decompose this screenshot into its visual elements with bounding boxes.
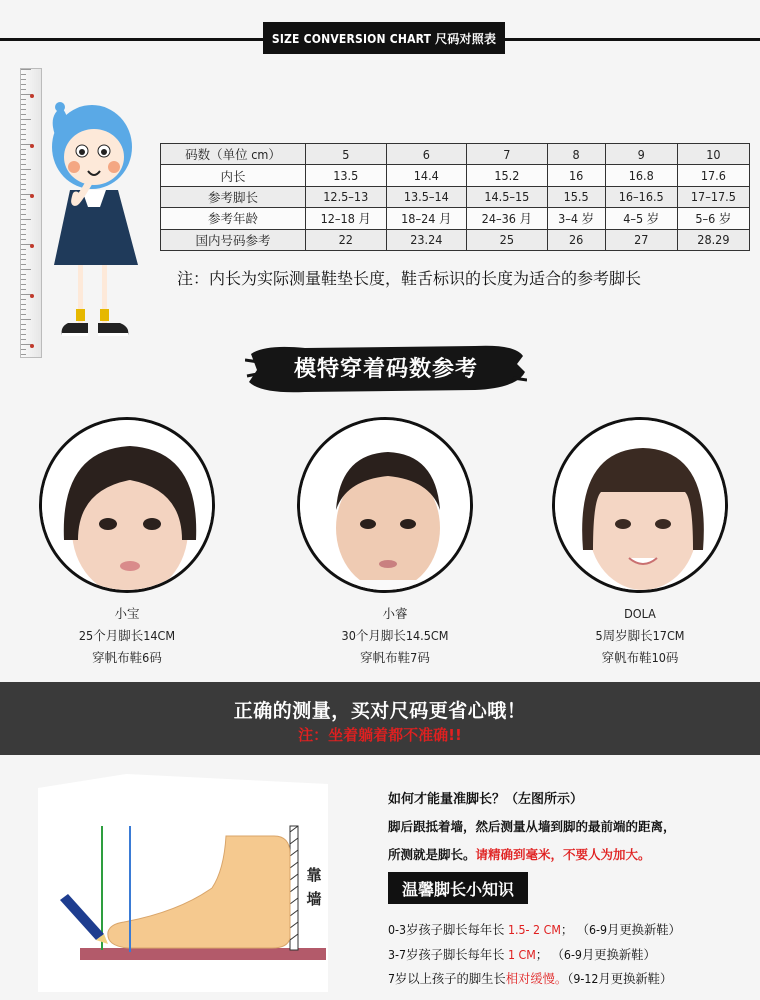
tape-tick xyxy=(21,239,26,240)
tape-tick xyxy=(21,109,26,110)
tape-marker xyxy=(30,194,34,198)
tape-tick xyxy=(21,219,31,220)
tape-tick xyxy=(21,84,26,85)
wall-hatch xyxy=(290,826,298,950)
tape-tick xyxy=(21,309,26,310)
kid-illustration xyxy=(40,95,150,355)
model-caption-xiaorui xyxy=(285,603,505,669)
tape-tick xyxy=(21,199,26,200)
tape-tick xyxy=(21,354,26,355)
tip-highlight: 1.5- 2 CM xyxy=(507,923,561,937)
tape-marker xyxy=(30,294,34,298)
tip-suffix: ； （6-9月更换新鞋） xyxy=(560,923,681,937)
table-cell: 16.8 xyxy=(605,165,677,186)
measuring-tape-illustration xyxy=(20,68,42,358)
table-cell: 24–36 月 xyxy=(467,208,548,229)
tape-tick xyxy=(21,179,26,180)
tape-tick xyxy=(21,279,26,280)
tape-tick xyxy=(21,159,26,160)
tip-highlight: 1 CM xyxy=(507,948,536,962)
tape-tick xyxy=(21,214,26,215)
tape-tick xyxy=(21,269,31,270)
tape-tick xyxy=(21,234,26,235)
tape-tick xyxy=(21,189,26,190)
row-label: 参考年龄 xyxy=(161,208,306,229)
model-shoe-size: 穿帆布鞋7码 xyxy=(360,650,430,665)
tape-tick xyxy=(21,314,26,315)
table-cell: 18–24 月 xyxy=(386,208,467,229)
tape-marker xyxy=(30,344,34,348)
model-detail: 25个月脚长14CM xyxy=(78,628,176,643)
model-name: DOLA xyxy=(624,606,656,621)
tape-tick xyxy=(21,304,26,305)
tip-prefix: 0-3岁孩子脚长每年长 xyxy=(388,923,508,937)
model-portrait-xiaobao xyxy=(39,417,215,593)
table-cell: 9 xyxy=(605,144,677,165)
table-cell: 10 xyxy=(677,144,749,165)
howto-line-1: 脚后跟抵着墙，然后测量从墙到脚的最前端的距离， xyxy=(388,819,676,834)
model-detail: 30个月脚长14.5CM xyxy=(341,628,449,643)
tips-title: 温馨脚长小知识 xyxy=(388,872,528,904)
wall-label-2: 墙 xyxy=(306,890,322,908)
tape-tick xyxy=(21,124,26,125)
table-cell: 17.6 xyxy=(677,165,749,186)
howto-line-2 xyxy=(388,845,651,863)
model-caption-xiaobao xyxy=(17,603,237,669)
measurement-note: 注：内长为实际测量鞋垫长度，鞋舌标识的长度为适合的参考脚长 xyxy=(177,269,642,288)
table-cell: 5–6 岁 xyxy=(677,208,749,229)
model-shoe-size: 穿帆布鞋6码 xyxy=(92,650,162,665)
tape-tick xyxy=(21,299,26,300)
tape-tick xyxy=(21,79,26,80)
tape-tick xyxy=(21,169,31,170)
tape-tick xyxy=(21,104,26,105)
measurement-band-title: 正确的测量，买对尺码更省心哦！ xyxy=(233,700,527,722)
table-cell: 28.29 xyxy=(677,229,749,250)
tape-tick xyxy=(21,99,26,100)
row-label: 国内号码参考 xyxy=(161,229,306,250)
table-cell: 13.5–14 xyxy=(386,186,467,207)
tape-tick xyxy=(21,329,26,330)
model-detail: 5周岁脚长17CM xyxy=(595,628,685,643)
size-conversion-table xyxy=(160,143,750,251)
table-row xyxy=(161,208,750,229)
tape-tick xyxy=(21,119,31,120)
tape-tick xyxy=(21,209,26,210)
model-caption-dola xyxy=(530,603,750,669)
tape-tick xyxy=(21,259,26,260)
tip-item xyxy=(388,945,656,963)
table-row xyxy=(161,186,750,207)
chart-title: SIZE CONVERSION CHART 尺码对照表 xyxy=(263,22,505,54)
tip-item xyxy=(388,920,681,938)
tape-tick xyxy=(21,114,26,115)
howto-precision-note: 请精确到毫米，不要人为加大。 xyxy=(475,847,651,862)
table-row xyxy=(161,144,750,165)
table-cell: 22 xyxy=(306,229,387,250)
tape-marker xyxy=(30,144,34,148)
foot-measurement-diagram xyxy=(28,770,338,992)
table-cell: 15.5 xyxy=(547,186,605,207)
tape-tick xyxy=(21,134,26,135)
model-reference-title: 模特穿着码数参考 xyxy=(293,357,478,382)
table-cell: 27 xyxy=(605,229,677,250)
table-cell: 12–18 月 xyxy=(306,208,387,229)
tip-prefix: 7岁以上孩子的脚生长 xyxy=(388,972,506,986)
tape-tick xyxy=(21,229,26,230)
howto-question: 如何才能量准脚长？（左图所示） xyxy=(388,792,584,807)
tape-marker xyxy=(30,94,34,98)
tape-tick xyxy=(21,204,26,205)
model-name: 小宝 xyxy=(114,606,140,621)
tape-tick xyxy=(21,224,26,225)
tape-tick xyxy=(21,319,31,320)
table-cell: 14.4 xyxy=(386,165,467,186)
tape-tick xyxy=(21,154,26,155)
tape-tick xyxy=(21,254,26,255)
tape-tick xyxy=(21,89,26,90)
tape-tick xyxy=(21,129,26,130)
tip-item xyxy=(388,969,672,987)
tape-tick xyxy=(21,249,26,250)
table-cell: 8 xyxy=(547,144,605,165)
row-label: 码数（单位 cm） xyxy=(161,144,306,165)
table-cell: 23.24 xyxy=(386,229,467,250)
tip-suffix: ； （6-9月更换新鞋） xyxy=(535,948,656,962)
tape-tick xyxy=(21,139,26,140)
row-label: 参考脚长 xyxy=(161,186,306,207)
table-cell: 17–17.5 xyxy=(677,186,749,207)
row-label: 内长 xyxy=(161,165,306,186)
tape-tick xyxy=(21,274,26,275)
tape-tick xyxy=(21,349,26,350)
measurement-warning: 注：坐着躺着都不准确!! xyxy=(298,726,462,744)
tape-tick xyxy=(21,149,26,150)
tape-tick xyxy=(21,339,26,340)
tape-tick xyxy=(21,184,26,185)
tip-prefix: 3-7岁孩子脚长每年长 xyxy=(388,948,508,962)
model-shoe-size: 穿帆布鞋10码 xyxy=(601,650,679,665)
tape-marker xyxy=(30,244,34,248)
tape-tick xyxy=(21,164,26,165)
tape-tick xyxy=(21,334,26,335)
tape-tick xyxy=(21,264,26,265)
table-cell: 26 xyxy=(547,229,605,250)
table-row xyxy=(161,165,750,186)
table-cell: 4–5 岁 xyxy=(605,208,677,229)
wall-label-1: 靠 xyxy=(306,866,322,884)
table-cell: 16–16.5 xyxy=(605,186,677,207)
model-name: 小睿 xyxy=(382,606,408,621)
table-cell: 12.5–13 xyxy=(306,186,387,207)
table-cell: 15.2 xyxy=(467,165,548,186)
tip-suffix: （9-12月更换新鞋） xyxy=(567,972,673,986)
model-portrait-dola xyxy=(552,417,728,593)
table-cell: 3–4 岁 xyxy=(547,208,605,229)
table-cell: 5 xyxy=(306,144,387,165)
table-row xyxy=(161,229,750,250)
howto-line-2-prefix: 所测就是脚长。 xyxy=(388,847,476,862)
table-cell: 16 xyxy=(547,165,605,186)
model-portrait-xiaorui xyxy=(297,417,473,593)
table-cell: 13.5 xyxy=(306,165,387,186)
table-cell: 7 xyxy=(467,144,548,165)
table-cell: 25 xyxy=(467,229,548,250)
table-cell: 14.5–15 xyxy=(467,186,548,207)
tape-tick xyxy=(21,69,31,70)
tape-tick xyxy=(21,284,26,285)
tape-tick xyxy=(21,74,26,75)
tip-highlight: 相对缓慢。 xyxy=(505,972,568,986)
tape-tick xyxy=(21,289,26,290)
tape-tick xyxy=(21,174,26,175)
tape-tick xyxy=(21,324,26,325)
table-cell: 6 xyxy=(386,144,467,165)
